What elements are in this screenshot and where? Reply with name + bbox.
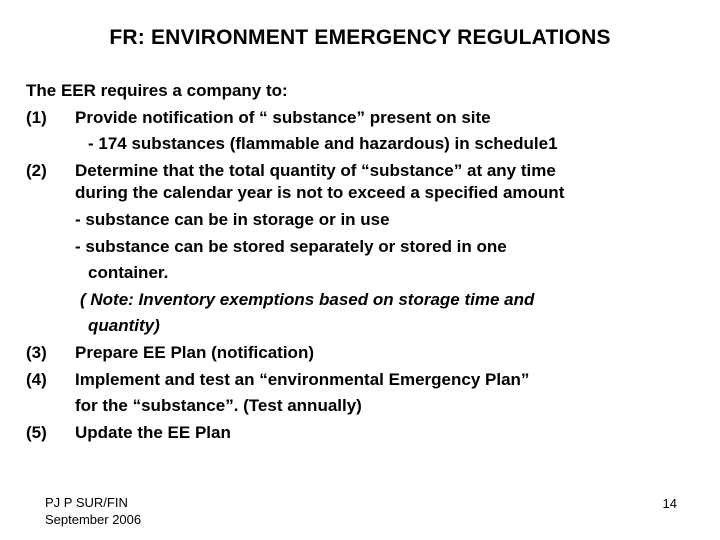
list-number: (3) <box>26 342 47 362</box>
list-item-4 <box>26 367 706 394</box>
list-item-continuation: for the “substance”. (Test annually) <box>75 396 362 416</box>
list-item-3 <box>26 340 706 367</box>
slide-body <box>26 78 706 446</box>
list-item-text: Implement and test an “environmental Emergency Plan” <box>75 369 530 389</box>
list-item-1 <box>26 105 706 132</box>
list-item-text: Prepare EE Plan (notification) <box>75 342 314 362</box>
page-number: 14 <box>662 496 677 511</box>
list-number: (2) <box>26 160 47 180</box>
sub-item: - substance can be stored separately or stored in one <box>75 236 507 256</box>
list-item-text: Provide notification of “ substance” present on site <box>75 107 491 127</box>
slide-title: FR: ENVIRONMENT EMERGENCY REGULATIONS <box>109 26 611 49</box>
sub-item: - substance can be in storage or in use <box>75 209 390 229</box>
footer-left <box>45 494 141 528</box>
sub-item-continuation: container. <box>88 263 169 283</box>
footer-date: September 2006 <box>45 512 142 527</box>
list-number: (5) <box>26 422 47 442</box>
list-number: (1) <box>26 107 47 127</box>
intro-line: The EER requires a company to: <box>26 81 288 100</box>
note-continuation: quantity) <box>88 316 160 336</box>
footer-author: PJ P SUR/FIN <box>45 495 128 510</box>
list-item-continuation: during the calendar year is not to exceed a specified amount <box>75 183 565 203</box>
list-item-5 <box>26 420 706 447</box>
list-item-text: Update the EE Plan <box>75 422 231 442</box>
list-number: (4) <box>26 369 47 389</box>
list-item-text: Determine that the total quantity of “substance” at any time <box>75 160 556 180</box>
sub-item: - 174 substances (flammable and hazardous) in schedule1 <box>88 134 558 154</box>
note-line: ( Note: Inventory exemptions based on storage time and <box>80 289 535 309</box>
